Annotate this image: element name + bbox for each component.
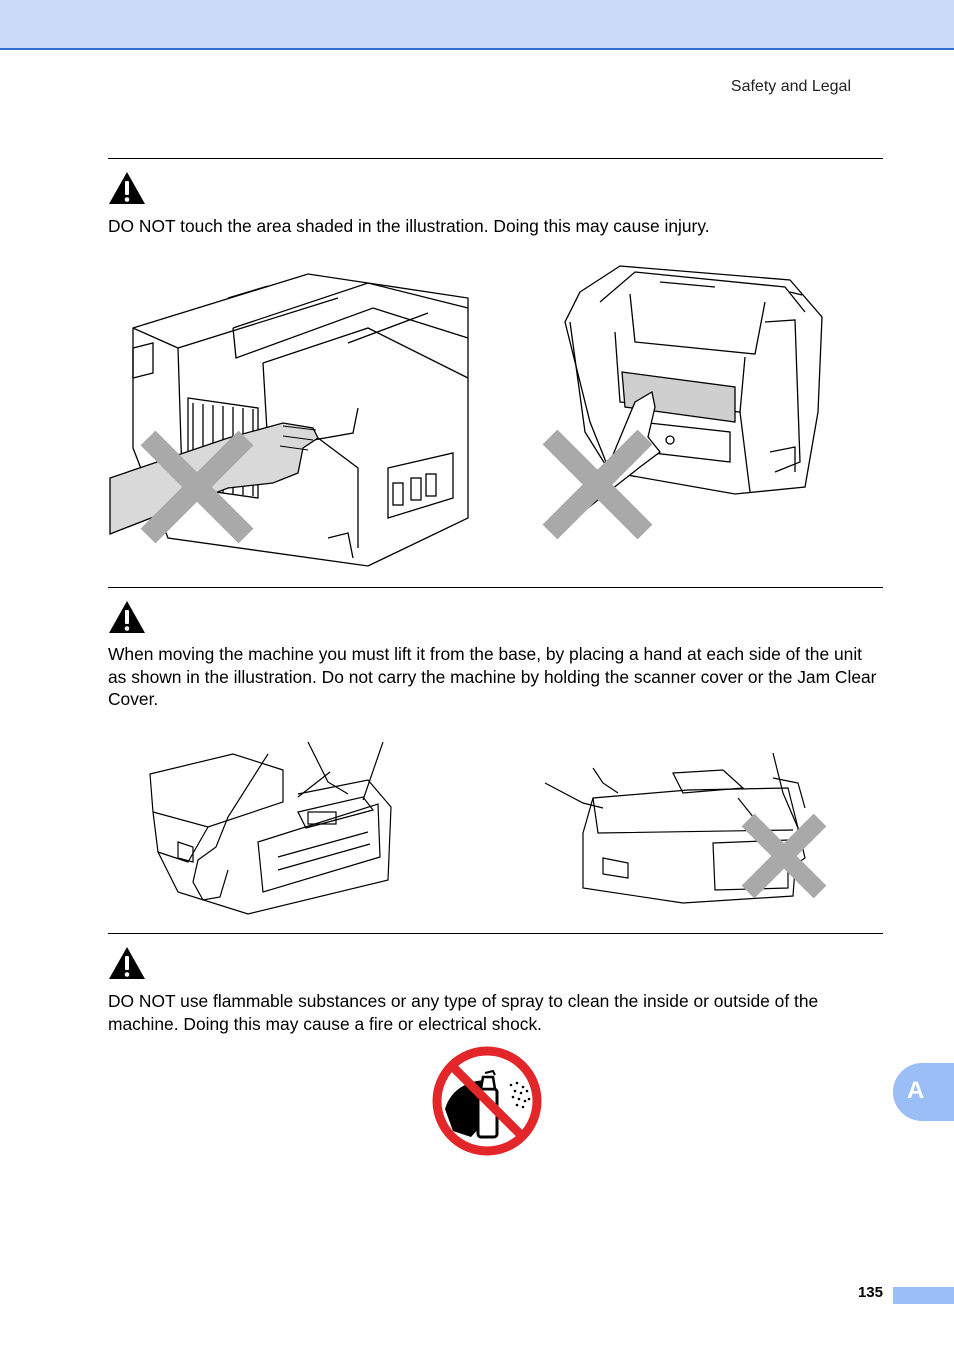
section-divider [108,587,883,588]
appendix-tab [893,1063,954,1121]
warning-text: DO NOT use flammable substances or any type of spray to clean the inside or outside of the machine. Doing this may cause a fire or electrical shock. [108,991,819,1034]
printer-side-illustration [108,268,470,568]
lifting-correct-illustration [148,742,396,920]
section-divider [108,158,883,159]
warning-triangle-icon [108,946,146,980]
x-mark-icon [748,820,820,892]
warning-text: When moving the machine you must lift it from the base, by placing a hand at each side of the unit as shown in the illustration. Do not carry the machine by holding the scanner cover or the Jam Clear Cover. [108,644,877,709]
page-number: 135 [857,1284,883,1301]
section-title: Safety and Legal [730,78,851,95]
no-spray-icon [431,1045,543,1157]
warning-triangle-icon [108,600,146,634]
lifting-incorrect-illustration [543,748,828,906]
header-band [0,0,954,50]
warning-text: DO NOT touch the area shaded in the illustration. Doing this may cause injury. [108,216,710,236]
warning-triangle-icon [108,171,146,205]
appendix-tab-label: A [907,1077,925,1104]
section-divider [108,933,883,934]
page-number-bar [893,1287,954,1304]
printer-front-illustration [540,262,830,542]
